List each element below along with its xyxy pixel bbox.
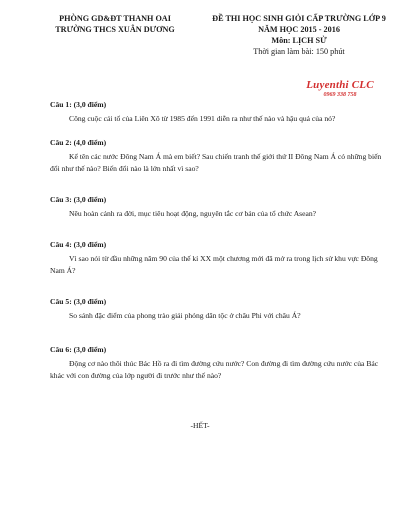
question-3-body: Nêu hoàn cảnh ra đời, mục tiêu hoạt động, nguyên tắc cơ bản của tổ chức Asean?	[69, 209, 317, 218]
school-name: TRƯỜNG THCS XUÂN DƯƠNG	[55, 25, 175, 34]
time-limit: Thời gian làm bài: 150 phút	[253, 47, 345, 56]
question-6-body: Động cơ nào thôi thúc Bác Hồ ra đi tìm đường cứu nước? Con đường đi tìm đường cứu nước của Bác khác với con đường của lớp người đi trước như thế nào?	[50, 359, 379, 380]
question-2-title: Câu 2: (4,0 điểm)	[50, 138, 107, 147]
question-5-title: Câu 5: (3,0 điểm)	[50, 297, 107, 306]
end-marker: -HẾT-	[190, 421, 210, 430]
question-1-body: Công cuộc cải tổ của Liên Xô từ 1985 đến 1991 diễn ra như thế nào và hậu quả của nó?	[69, 114, 336, 123]
exam-title: ĐỀ THI HỌC SINH GIỎI CẤP TRƯỜNG LỚP 9	[212, 14, 386, 23]
question-2-body: Kể tên các nước Đông Nam Á mà em biết? Sau chiến tranh thế giới thứ II Đông Nam Á có những biến đổi như thế nào? Biến đổi nào là lớn nhất vì sao?	[50, 152, 382, 173]
school-year: NĂM HỌC 2015 - 2016	[258, 25, 340, 34]
question-6-title: Câu 6: (3,0 điểm)	[50, 345, 107, 354]
question-4-body: Vì sao nói từ đầu những năm 90 của thế kỉ XX một chương mới đã mở ra trong lịch sử khu vực Đông Nam Á?	[50, 254, 378, 275]
brand-name: Luyenthi CLC	[306, 79, 374, 91]
question-5-body: So sánh đặc điểm của phong trào giải phóng dân tộc ở châu Phi với châu Á?	[69, 311, 301, 320]
exam-header	[210, 13, 388, 57]
question-4-title: Câu 4: (3,0 điểm)	[50, 240, 107, 249]
question-1-title: Câu 1: (3,0 điểm)	[50, 100, 107, 109]
department-name: PHÒNG GD&ĐT THANH OAI	[59, 14, 171, 23]
brand-logo	[290, 80, 390, 99]
school-header	[40, 13, 190, 35]
brand-phone: 0969 338 758	[323, 92, 357, 98]
subject: Môn: LỊCH SỬ	[271, 36, 327, 45]
question-3-title: Câu 3: (3,0 điểm)	[50, 195, 107, 204]
